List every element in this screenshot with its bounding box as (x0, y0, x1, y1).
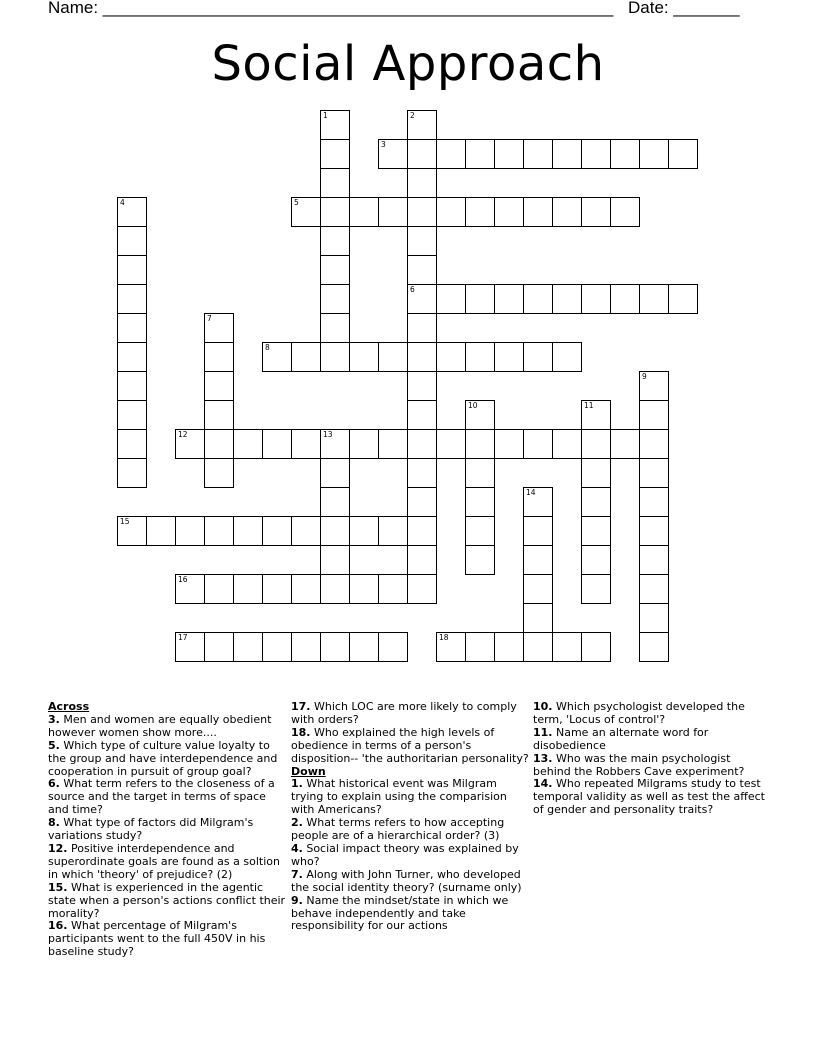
clue-text: Name an alternate word for disobedience (533, 725, 709, 752)
grid-cell[interactable] (117, 458, 147, 488)
clue-text: Positive interdependence and superordinate goals are found as a soltion in which 'theory' of prejudice? (2) (48, 841, 280, 881)
grid-cell[interactable] (581, 574, 611, 604)
clue-text: What is experienced in the agentic state when a person's actions conflict their morality? (48, 880, 286, 920)
clue-number: 17. (291, 700, 311, 713)
clue-text: Name the mindset/state in which we behave independently and take responsibility for our actions (291, 893, 509, 933)
grid-cell[interactable] (349, 342, 379, 372)
clue-text: What type of factors did Milgram's variations study? (48, 816, 254, 843)
grid-cell[interactable] (581, 284, 611, 314)
clue-number: 14. (533, 777, 553, 791)
grid-cell[interactable] (407, 458, 437, 488)
clue-number: 16. (48, 919, 68, 933)
grid-cell[interactable] (117, 284, 147, 314)
grid-cell[interactable] (175, 632, 205, 662)
grid-cell[interactable] (407, 574, 437, 604)
grid-cell[interactable] (320, 632, 350, 662)
grid-cell[interactable] (523, 545, 553, 575)
grid-cell[interactable] (320, 487, 350, 517)
grid-cell[interactable] (436, 139, 466, 169)
grid-cell[interactable] (378, 342, 408, 372)
clue-number: 9. (291, 893, 303, 907)
grid-cell[interactable] (204, 342, 234, 372)
clue-number: 18. (291, 725, 311, 739)
cell-number: 15 (120, 517, 130, 526)
name-field-label: Name: ______________________________________________________ (48, 0, 614, 17)
grid-cell[interactable] (291, 197, 321, 227)
grid-cell[interactable] (639, 400, 669, 430)
grid-cell[interactable] (581, 545, 611, 575)
clue-text: Who explained the high levels of obedience in terms of a person's disposition-- 'the authoritarian personality? (291, 725, 529, 765)
grid-cell[interactable] (407, 371, 437, 401)
grid-cell[interactable] (117, 313, 147, 343)
page-title: Social Approach (211, 36, 605, 92)
grid-cell[interactable] (320, 313, 350, 343)
grid-cell[interactable] (639, 574, 669, 604)
grid-cell[interactable] (610, 429, 640, 459)
clue-number: 10. (533, 700, 553, 713)
grid-cell[interactable] (320, 458, 350, 488)
clue-text: Which LOC are more likely to comply with orders? (291, 700, 517, 726)
cell-number: 13 (323, 430, 333, 439)
grid-cell[interactable] (552, 342, 582, 372)
cell-number: 8 (265, 343, 270, 352)
grid-cell[interactable] (117, 226, 147, 256)
grid-cell[interactable] (668, 139, 698, 169)
grid-cell[interactable] (465, 197, 495, 227)
grid-cell[interactable] (523, 429, 553, 459)
grid-cell[interactable] (407, 342, 437, 372)
grid-cell[interactable] (552, 429, 582, 459)
grid-cell[interactable] (349, 429, 379, 459)
grid-cell[interactable] (465, 516, 495, 546)
grid-cell[interactable] (320, 197, 350, 227)
clue-text: Along with John Turner, who developed the social identity theory? (surname only) (291, 867, 522, 894)
grid-cell[interactable] (204, 516, 234, 546)
grid-cell[interactable] (204, 313, 234, 343)
grid-cell[interactable] (523, 342, 553, 372)
grid-cell[interactable] (581, 632, 611, 662)
cell-number: 5 (294, 198, 299, 207)
grid-cell[interactable] (233, 516, 263, 546)
grid-cell[interactable] (494, 139, 524, 169)
cell-number: 17 (178, 633, 188, 642)
grid-cell[interactable] (407, 487, 437, 517)
grid-cell[interactable] (320, 284, 350, 314)
grid-cell[interactable] (581, 458, 611, 488)
grid-cell[interactable] (407, 226, 437, 256)
grid-cell[interactable] (262, 574, 292, 604)
clue-number: 7. (291, 867, 303, 881)
cell-number: 11 (584, 401, 594, 410)
grid-cell[interactable] (523, 603, 553, 633)
grid-cell[interactable] (581, 400, 611, 430)
grid-cell[interactable] (494, 284, 524, 314)
clue-text: Who repeated Milgrams study to test temporal validity as well as test the affect of gender and personality traits? (533, 777, 765, 817)
clue-across-16 (48, 920, 286, 959)
cell-number: 1 (323, 111, 328, 120)
grid-cell[interactable] (204, 458, 234, 488)
grid-cell[interactable] (378, 632, 408, 662)
grid-cell[interactable] (291, 516, 321, 546)
grid-cell[interactable] (639, 545, 669, 575)
clue-across-12 (48, 843, 286, 882)
clue-text: What historical event was Milgram trying to explain using the comparision with Americans? (291, 777, 507, 817)
clue-across-18 (291, 727, 529, 766)
down-heading: Down (291, 764, 326, 778)
grid-cell[interactable] (175, 429, 205, 459)
grid-cell[interactable] (320, 255, 350, 285)
grid-cell[interactable] (436, 284, 466, 314)
clue-across-3 (48, 714, 286, 740)
grid-cell[interactable] (262, 516, 292, 546)
grid-cell[interactable] (204, 400, 234, 430)
clue-across-6 (48, 778, 286, 817)
grid-cell[interactable] (378, 574, 408, 604)
clue-number: 12. (48, 841, 68, 855)
grid-cell[interactable] (320, 574, 350, 604)
clue-down-4 (291, 843, 529, 869)
grid-cell[interactable] (465, 429, 495, 459)
grid-cell[interactable] (291, 632, 321, 662)
grid-cell[interactable] (349, 197, 379, 227)
grid-cell[interactable] (581, 197, 611, 227)
grid-cell[interactable] (639, 429, 669, 459)
grid-cell[interactable] (204, 371, 234, 401)
grid-cell[interactable] (407, 400, 437, 430)
clue-number: 1. (291, 777, 303, 791)
clue-text: Who was the main psychologist behind the Robbers Cave experiment? (533, 751, 745, 778)
grid-cell[interactable] (262, 342, 292, 372)
cell-number: 6 (410, 285, 415, 294)
grid-cell[interactable] (610, 284, 640, 314)
cell-number: 18 (439, 633, 449, 642)
cell-number: 10 (468, 401, 478, 410)
grid-cell[interactable] (465, 400, 495, 430)
clue-text: Social impact theory was explained by who? (291, 841, 519, 868)
grid-cell[interactable] (175, 574, 205, 604)
grid-cell[interactable] (552, 139, 582, 169)
grid-cell[interactable] (494, 632, 524, 662)
grid-cell[interactable] (436, 429, 466, 459)
grid-cell[interactable] (117, 400, 147, 430)
grid-cell[interactable] (668, 284, 698, 314)
grid-cell[interactable] (204, 429, 234, 459)
grid-cell[interactable] (523, 139, 553, 169)
grid-cell[interactable] (639, 487, 669, 517)
cell-number: 16 (178, 575, 188, 584)
cell-number: 7 (207, 314, 212, 323)
clue-number: 13. (533, 751, 553, 765)
grid-cell[interactable] (407, 110, 437, 140)
grid-cell[interactable] (465, 284, 495, 314)
grid-cell[interactable] (349, 574, 379, 604)
grid-cell[interactable] (407, 545, 437, 575)
grid-cell[interactable] (465, 632, 495, 662)
grid-cell[interactable] (581, 139, 611, 169)
clue-number: 11. (533, 725, 553, 739)
grid-cell[interactable] (320, 516, 350, 546)
grid-cell[interactable] (494, 342, 524, 372)
grid-cell[interactable] (117, 255, 147, 285)
clue-number: 6. (48, 777, 60, 791)
clue-text: Which psychologist developed the term, 'Locus of control'? (533, 700, 745, 726)
grid-cell[interactable] (262, 429, 292, 459)
grid-cell[interactable] (465, 545, 495, 575)
grid-cell[interactable] (204, 632, 234, 662)
grid-cell[interactable] (407, 516, 437, 546)
grid-cell[interactable] (610, 139, 640, 169)
grid-cell[interactable] (349, 516, 379, 546)
grid-cell[interactable] (639, 603, 669, 633)
cell-number: 9 (642, 372, 647, 381)
grid-cell[interactable] (465, 487, 495, 517)
clue-text: What percentage of Milgram's participants went to the full 450V in his baseline study? (48, 919, 266, 959)
grid-cell[interactable] (407, 139, 437, 169)
grid-cell[interactable] (552, 197, 582, 227)
grid-cell[interactable] (407, 197, 437, 227)
grid-cell[interactable] (581, 487, 611, 517)
grid-cell[interactable] (378, 516, 408, 546)
grid-cell[interactable] (233, 632, 263, 662)
grid-cell[interactable] (523, 487, 553, 517)
grid-cell[interactable] (378, 139, 408, 169)
grid-cell[interactable] (523, 284, 553, 314)
grid-cell[interactable] (117, 371, 147, 401)
clue-text: What terms refers to how accepting people are of a hierarchical order? (3) (291, 816, 505, 843)
clue-down-2 (291, 817, 529, 843)
grid-cell[interactable] (349, 632, 379, 662)
grid-cell[interactable] (436, 197, 466, 227)
grid-cell[interactable] (523, 632, 553, 662)
across-heading: Across (48, 700, 90, 713)
clue-down-14 (533, 778, 769, 817)
clue-number: 15. (48, 880, 68, 894)
grid-cell[interactable] (523, 197, 553, 227)
clue-number: 2. (291, 816, 303, 830)
grid-cell[interactable] (291, 574, 321, 604)
clue-text: Men and women are equally obedient however women show more.... (48, 712, 272, 739)
grid-cell[interactable] (320, 429, 350, 459)
grid-cell[interactable] (494, 197, 524, 227)
cell-number: 3 (381, 140, 386, 149)
grid-cell[interactable] (407, 284, 437, 314)
grid-cell[interactable] (320, 110, 350, 140)
grid-cell[interactable] (581, 429, 611, 459)
cell-number: 12 (178, 430, 188, 439)
grid-cell[interactable] (378, 429, 408, 459)
cell-number: 2 (410, 111, 415, 120)
grid-cell[interactable] (233, 429, 263, 459)
grid-cell[interactable] (610, 197, 640, 227)
clues-column-3 (533, 701, 769, 817)
grid-cell[interactable] (117, 342, 147, 372)
grid-cell[interactable] (407, 255, 437, 285)
grid-cell[interactable] (320, 342, 350, 372)
clue-down-11 (533, 727, 769, 753)
grid-cell[interactable] (320, 545, 350, 575)
grid-cell[interactable] (465, 342, 495, 372)
grid-cell[interactable] (639, 371, 669, 401)
grid-cell[interactable] (117, 429, 147, 459)
grid-cell[interactable] (291, 342, 321, 372)
grid-cell[interactable] (407, 168, 437, 198)
clue-across-8 (48, 817, 286, 843)
clues-column-2 (291, 701, 529, 933)
grid-cell[interactable] (262, 632, 292, 662)
grid-cell[interactable] (117, 197, 147, 227)
grid-cell[interactable] (494, 429, 524, 459)
grid-cell[interactable] (233, 574, 263, 604)
clue-text: What term refers to the closeness of a source and the target in terms of space and time? (48, 777, 275, 817)
clue-number: 5. (48, 738, 60, 752)
grid-cell[interactable] (552, 632, 582, 662)
grid-cell[interactable] (204, 574, 234, 604)
grid-cell[interactable] (407, 313, 437, 343)
clue-down-10 (533, 701, 769, 727)
grid-cell[interactable] (378, 197, 408, 227)
grid-cell[interactable] (436, 632, 466, 662)
clue-down-7 (291, 869, 529, 895)
grid-cell[interactable] (639, 516, 669, 546)
clue-across-15 (48, 882, 286, 921)
clues-column-1 (48, 701, 286, 959)
grid-cell[interactable] (639, 139, 669, 169)
grid-cell[interactable] (523, 574, 553, 604)
clue-number: 4. (291, 841, 303, 855)
date-field-label: Date: _______ (628, 0, 740, 17)
grid-cell[interactable] (639, 284, 669, 314)
grid-cell[interactable] (436, 342, 466, 372)
grid-cell[interactable] (320, 168, 350, 198)
grid-cell[interactable] (639, 458, 669, 488)
clue-number: 8. (48, 816, 60, 830)
cell-number: 4 (120, 198, 125, 207)
clue-down-1 (291, 778, 529, 817)
grid-cell[interactable] (552, 284, 582, 314)
grid-cell[interactable] (117, 516, 147, 546)
grid-cell[interactable] (146, 516, 176, 546)
grid-cell[interactable] (320, 139, 350, 169)
clue-across-17 (291, 701, 529, 727)
cell-number: 14 (526, 488, 536, 497)
clue-across-5 (48, 740, 286, 779)
grid-cell[interactable] (175, 516, 205, 546)
grid-cell[interactable] (465, 139, 495, 169)
grid-cell[interactable] (407, 429, 437, 459)
clue-down-9 (291, 895, 529, 934)
clue-number: 3. (48, 712, 60, 726)
grid-cell[interactable] (320, 226, 350, 256)
grid-cell[interactable] (465, 458, 495, 488)
grid-cell[interactable] (581, 516, 611, 546)
grid-cell[interactable] (523, 516, 553, 546)
grid-cell[interactable] (639, 632, 669, 662)
grid-cell[interactable] (291, 429, 321, 459)
clue-down-13 (533, 753, 769, 779)
clue-text: Which type of culture value loyalty to the group and have interdependence and cooperation in pursuit of group goal? (48, 738, 278, 778)
